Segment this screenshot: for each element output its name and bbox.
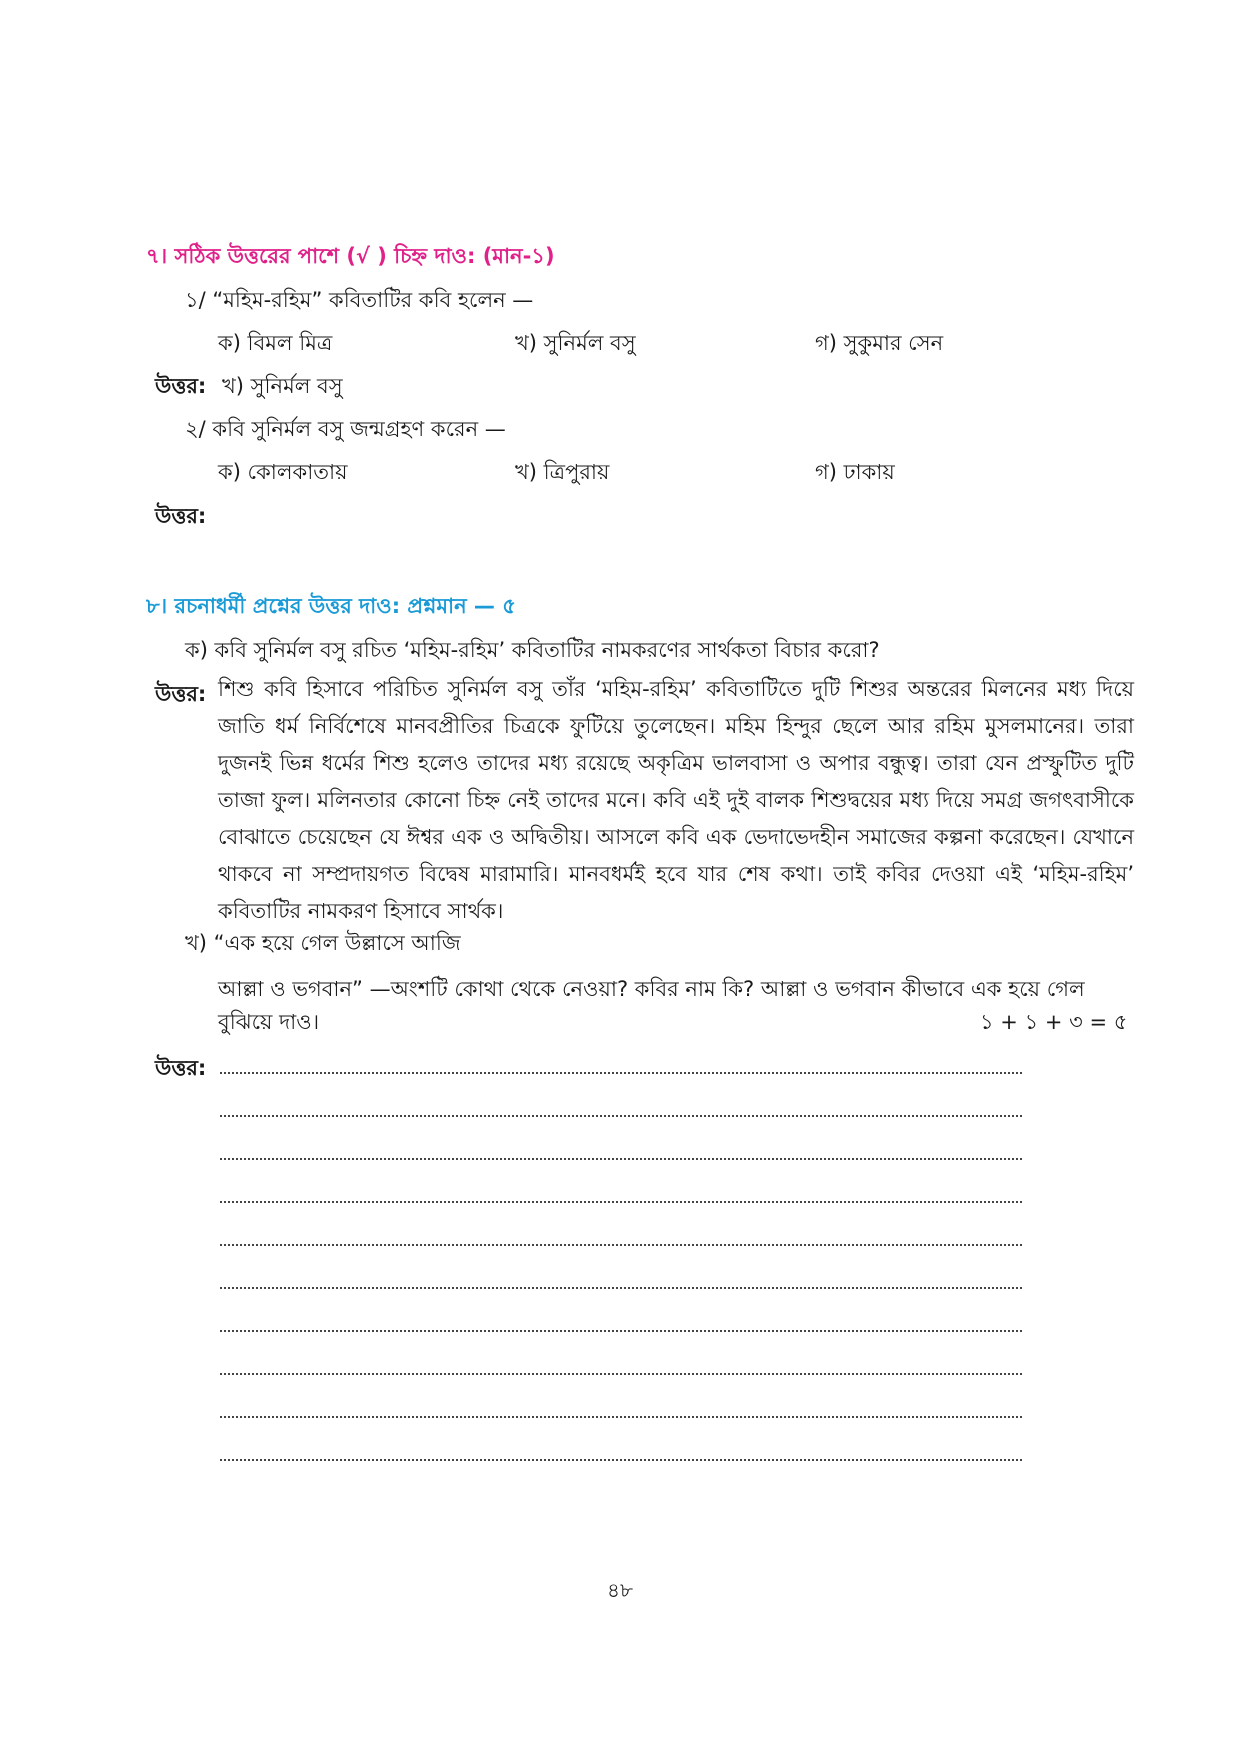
s7-q1-answer: খ) সুনির্মল বসু [222, 374, 343, 398]
answer-dotted-line[interactable] [220, 1459, 1022, 1461]
s7-question-2: ২/ কবি সুনির্মল বসু জন্মগ্রহণ করেন — [185, 417, 506, 441]
s8-qa-answer-label: উত্তর: [155, 682, 207, 706]
s7-q2-answer-label: উত্তর: [155, 504, 207, 528]
s7-q1-option-c: গ) সুকুমার সেন [815, 331, 944, 355]
s8-question-b-line1: খ) “এক হয়ে গেল উল্লাসে আজি [185, 931, 461, 955]
s8-qb-marks: ১ + ১ + ৩ = ৫ [980, 1010, 1128, 1034]
answer-dotted-line[interactable] [220, 1287, 1022, 1289]
section7-heading: ৭। সঠিক উত্তরের পাশে (√ ) চিহ্ন দাও: (মান-১) [146, 244, 555, 268]
s7-q2-option-a: ক) কোলকাতায় [218, 460, 348, 484]
answer-dotted-line[interactable] [220, 1072, 1022, 1074]
s8-qa-answer-paragraph: শিশু কবি হিসাবে পরিচিত সুনির্মল বসু তাঁর ‘মহিম-রহিম’ কবিতাটিতে দুটি শিশুর অন্তরের মিলনের মধ্য দিয়ে জাতি ধর্ম নির্বিশেষে মানবপ্রীতির চিত্রকে ফুটিয়ে তুলেছেন। মহিম হিন্দুর ছেলে আর রহিম মুসলমানের। তারা দুজনই ভিন্ন ধর্মের শিশু হলেও তাদের মধ্য রয়েছে অকৃত্রিম ভালবাসা ও অপার বন্ধুত্ব। তারা যেন প্রস্ফুটিত দুটি তাজা ফুল। মলিনতার কোনো চিহ্ন নেই তাদের মনে। কবি এই দুই বালক শিশুদ্বয়ের মধ্য দিয়ে সমগ্র জগৎবাসীকে বোঝাতে চেয়েছেন যে ঈশ্বর এক ও অদ্বিতীয়। আসলে কবি এক ভেদাভেদহীন সমাজের কল্পনা করেছেন। যেখানে থাকবে না সম্প্রদায়গত বিদ্বেষ মারামারি। মানবধর্মই হবে যার শেষ কথা। তাই কবির দেওয়া এই ‘মহিম-রহিম’ কবিতাটির নামকরণ হিসাবে সার্থক। [218, 677, 1134, 923]
answer-dotted-line[interactable] [220, 1373, 1022, 1375]
s7-question-1: ১/ “মহিম-রহিম” কবিতাটির কবি হলেন — [185, 288, 534, 312]
s8-question-b-line2: আল্লা ও ভগবান” —অংশটি কোথা থেকে নেওয়া? কবির নাম কি? আল্লা ও ভগবান কীভাবে এক হয়ে গেল [218, 977, 1085, 1001]
s8-qb-answer-label: উত্তর: [155, 1056, 207, 1080]
answer-dotted-line[interactable] [220, 1201, 1022, 1203]
s7-q1-option-a: ক) বিমল মিত্র [218, 331, 333, 355]
s8-question-a: ক) কবি সুনির্মল বসু রচিত ‘মহিম-রহিম’ কবিতাটির নামকরণের সার্থকতা বিচার করো? [185, 638, 880, 662]
answer-dotted-line[interactable] [220, 1416, 1022, 1418]
s7-q2-option-b: খ) ত্রিপুরায় [515, 460, 610, 484]
answer-dotted-line[interactable] [220, 1244, 1022, 1246]
section8-heading: ৮। রচনাধর্মী প্রশ্নের উত্তর দাও: প্রশ্নমান — ৫ [146, 594, 516, 618]
s8-question-b-line3: বুঝিয়ে দাও। [218, 1010, 320, 1034]
s7-q1-answer-label: উত্তর: [155, 374, 207, 398]
s7-q1-option-b: খ) সুনির্মল বসু [515, 331, 636, 355]
page-number: ৪৮ [607, 1578, 633, 1602]
answer-dotted-line[interactable] [220, 1330, 1022, 1332]
s7-q2-option-c: গ) ঢাকায় [815, 460, 895, 484]
answer-dotted-line[interactable] [220, 1115, 1022, 1117]
answer-dotted-line[interactable] [220, 1158, 1022, 1160]
